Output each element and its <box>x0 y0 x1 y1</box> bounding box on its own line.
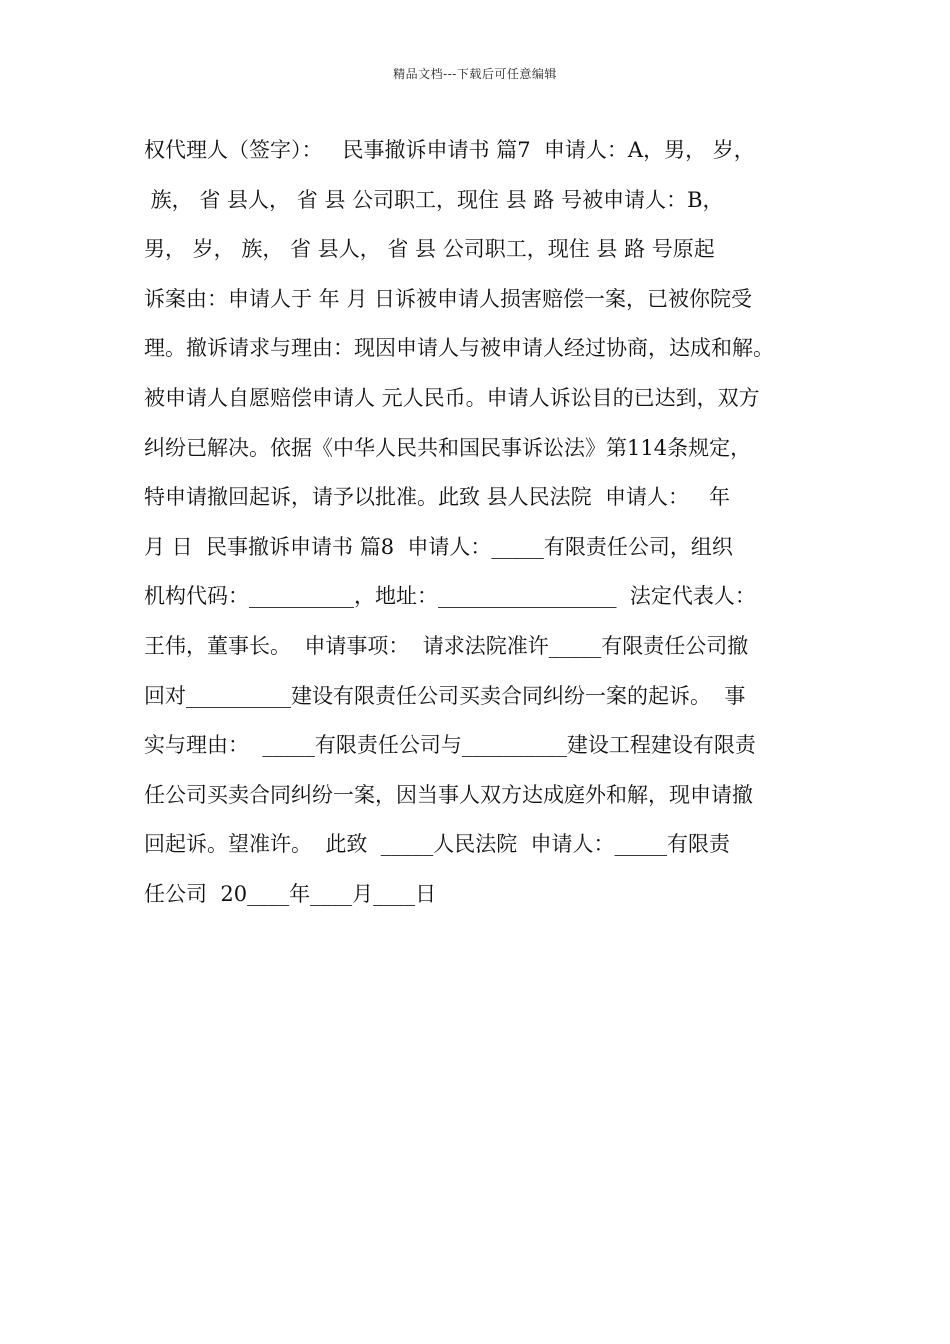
body-line: 权代理人（签字）： 民事撤诉申请书 篇7 申请人：A，男， 岁， <box>144 138 755 162</box>
body-line: 纠纷已解决。依据《中华人民共和国民事诉讼法》第114条规定， <box>144 435 752 460</box>
body-line: 男， 岁， 族， 省 县人， 省 县 公司职工，现住 县 路 号原起 <box>144 237 715 262</box>
body-line: 机构代码：__________，地址：_________________ 法定代表人： <box>144 584 756 609</box>
body-line: 特申请撤回起诉，请予以批准。此致 县人民法院 申请人： 年 <box>144 485 731 510</box>
body-line: 被申请人自愿赔偿申请人 元人民币。申请人诉讼目的已达到，双方 <box>144 385 760 410</box>
page-header: 精品文档---下载后可任意编辑 <box>393 67 557 81</box>
body-line: 诉案由：申请人于 年 月 日诉被申请人损害赔偿一案，已被你院受 <box>144 286 753 311</box>
body-line: 理。撤诉请求与理由：现因申请人与被申请人经过协商，达成和解。 <box>144 336 774 361</box>
body-line: 月 日 民事撤诉申请书 篇8 申请人：_____有限责任公司，组织 <box>144 534 733 559</box>
document-body <box>144 126 844 920</box>
body-line: 王伟，董事长。 申请事项： 请求法院准许_____有限责任公司撤 <box>144 633 749 658</box>
body-line: 任公司 20____年____月____日 <box>144 881 437 906</box>
body-line: 回对__________建设有限责任公司买卖合同纠纷一案的起诉。 事 <box>144 683 746 708</box>
body-line: 实与理由： _____有限责任公司与__________建设工程建设有限责 <box>144 733 756 758</box>
body-line: 任公司买卖合同纠纷一案，因当事人双方达成庭外和解，现申请撤 <box>144 782 753 807</box>
body-line: 回起诉。望准许。 此致 _____人民法院 申请人：_____有限责 <box>144 832 731 857</box>
body-line: 族， 省 县人， 省 县 公司职工，现住 县 路 号被申请人：B， <box>144 187 724 212</box>
